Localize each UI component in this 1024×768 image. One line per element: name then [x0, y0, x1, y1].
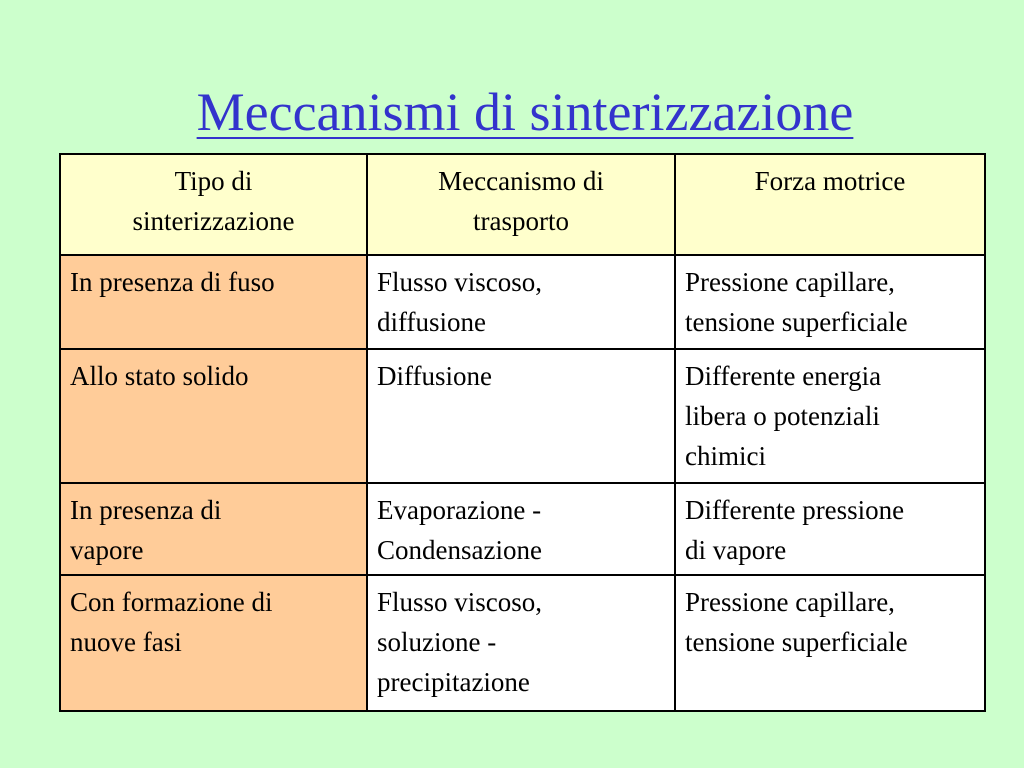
cell-meccanismo: [367, 349, 675, 483]
cell-meccanismo: [367, 575, 675, 711]
cell-line: Diffusione: [377, 361, 492, 391]
cell-line: precipitazione: [377, 667, 530, 697]
cell-line: Condensazione: [377, 535, 542, 565]
table-row: [60, 349, 985, 483]
header-line: Meccanismo di: [438, 166, 604, 196]
header-line: Forza motrice: [754, 166, 906, 196]
cell-tipo: [60, 349, 367, 483]
cell-line: In presenza di fuso: [70, 267, 275, 297]
table-row: [60, 483, 985, 575]
cell-line: tensione superficiale: [685, 307, 908, 337]
cell-forza: [675, 575, 985, 711]
cell-line: Differente energia: [685, 361, 882, 391]
header-line: sinterizzazione: [132, 206, 295, 236]
cell-line: Flusso viscoso,: [377, 267, 543, 297]
cell-line: libera o potenziali: [685, 401, 880, 431]
cell-forza: [675, 255, 985, 349]
table-row: [60, 255, 985, 349]
cell-tipo: [60, 575, 367, 711]
cell-meccanismo: [367, 255, 675, 349]
cell-line: In presenza di: [70, 495, 222, 525]
cell-line: di vapore: [685, 535, 787, 565]
cell-line: Allo stato solido: [70, 361, 249, 391]
slide-title: Meccanismi di sinterizzazione: [196, 82, 854, 142]
cell-line: soluzione -: [377, 627, 497, 657]
header-cell-forza: [675, 154, 985, 255]
cell-tipo: [60, 255, 367, 349]
cell-line: Pressione capillare,: [685, 587, 895, 617]
cell-line: Con formazione di: [70, 587, 273, 617]
header-line: trasporto: [473, 206, 569, 236]
cell-forza: [675, 483, 985, 575]
cell-line: Flusso viscoso,: [377, 587, 543, 617]
cell-line: Differente pressione: [685, 495, 905, 525]
header-cell-tipo: [60, 154, 367, 255]
cell-line: nuove fasi: [70, 627, 182, 657]
cell-line: Pressione capillare,: [685, 267, 895, 297]
table-header-row: [60, 154, 985, 255]
cell-meccanismo: [367, 483, 675, 575]
cell-forza: [675, 349, 985, 483]
cell-tipo: [60, 483, 367, 575]
table-row: [60, 575, 985, 711]
cell-line: Evaporazione -: [377, 495, 542, 525]
cell-line: chimici: [685, 441, 766, 471]
header-line: Tipo di: [174, 166, 253, 196]
cell-line: tensione superficiale: [685, 627, 908, 657]
cell-line: vapore: [70, 535, 144, 565]
header-cell-meccanismo: [367, 154, 675, 255]
cell-line: diffusione: [377, 307, 486, 337]
sintering-mechanisms-table: [59, 153, 986, 712]
